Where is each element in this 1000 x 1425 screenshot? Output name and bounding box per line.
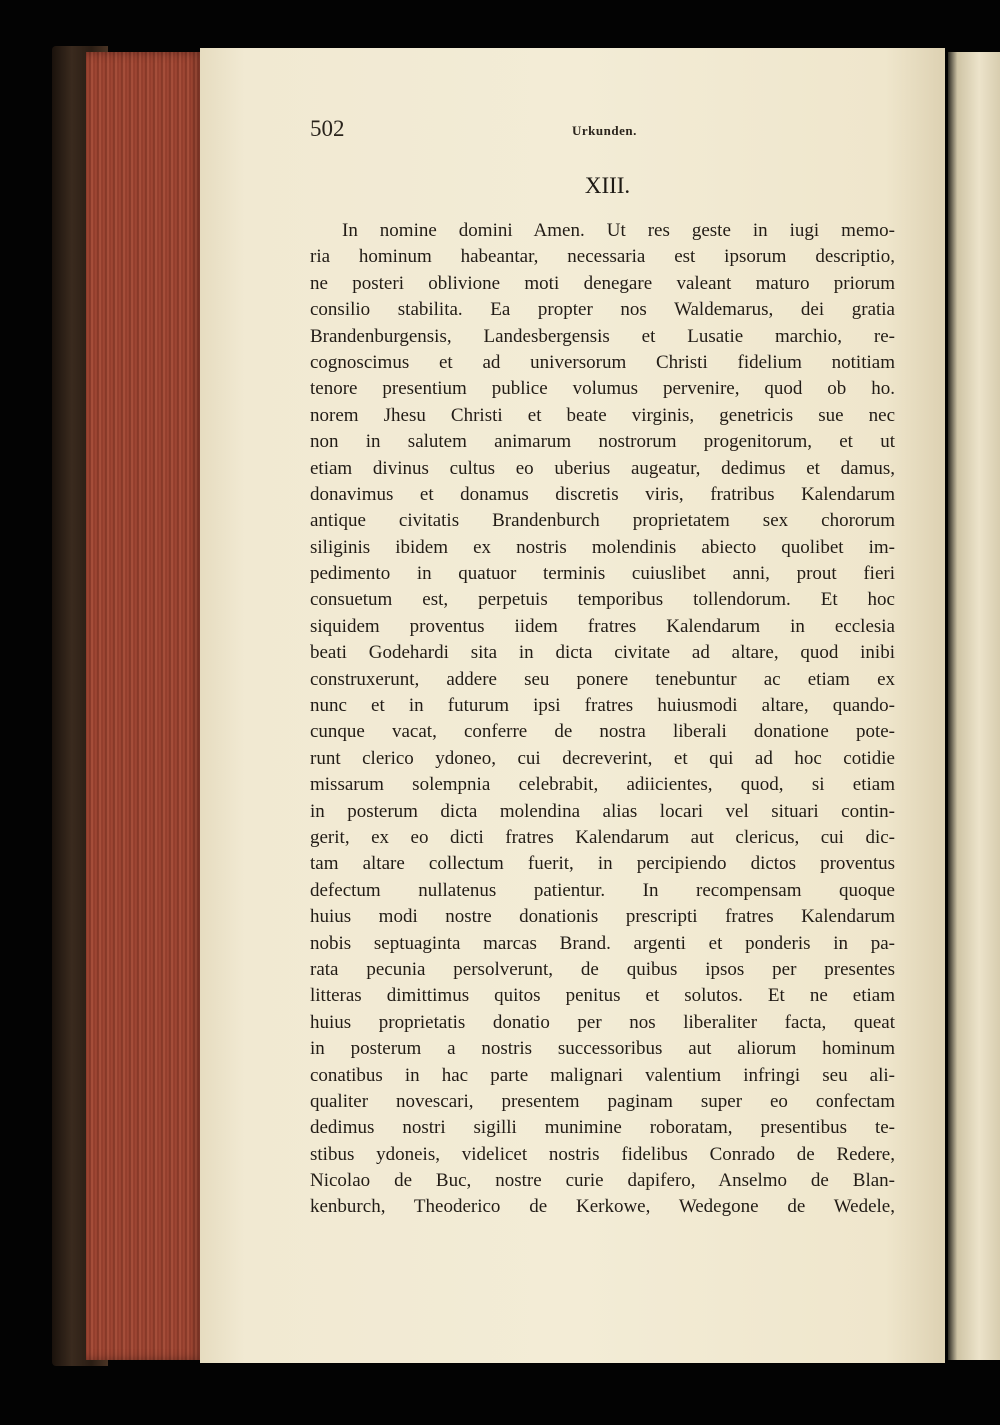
text-line: gerit, ex eo dicti fratres Kalendarum aut clericus, cui dic- [310, 826, 895, 848]
text-line: ria hominum habeantar, necessaria est ipsorum descriptio, [310, 246, 895, 268]
text-line: cunque vacat, conferre de nostra liberali donatione pote- [310, 721, 895, 743]
text-line: antique civitatis Brandenburch proprietatem sex chororum [310, 510, 895, 532]
text-line: tenore presentium publice volumus pervenire, quod ob ho. [310, 378, 895, 400]
text-line: Brandenburgensis, Landesbergensis et Lusatie marchio, re- [310, 325, 895, 347]
text-line: litteras dimittimus quitos penitus et solutos. Et ne etiam [310, 985, 895, 1007]
section-title-row [0, 173, 1000, 199]
text-line: norem Jhesu Christi et beate virginis, genetricis sue nec [310, 404, 895, 426]
text-line: missarum solempnia celebrabit, adiicientes, quod, si etiam [310, 774, 895, 796]
text-line: huius modi nostre donationis prescripti fratres Kalendarum [310, 906, 895, 928]
text-line: siliginis ibidem ex nostris molendinis abiecto quolibet im- [310, 536, 895, 558]
text-line: in posterum a nostris successoribus aut aliorum hominum [310, 1038, 895, 1060]
page-header [310, 116, 895, 146]
page-edges [86, 52, 204, 1360]
text-line: stibus ydoneis, videlicet nostris fidelibus Conrado de Redere, [310, 1143, 895, 1165]
section-title: XIII. [584, 173, 631, 198]
running-head: Urkunden. [572, 123, 637, 138]
text-line: qualiter novescari, presentem paginam super eo confectam [310, 1090, 895, 1112]
text-line: construxerunt, addere seu ponere tenebuntur ac etiam ex [310, 668, 895, 690]
text-line: rata pecunia persolverunt, de quibus ipsos per presentes [310, 958, 895, 980]
text-line: consuetum est, perpetuis temporibus tollendorum. Et hoc [310, 589, 895, 611]
text-line: tam altare collectum fuerit, in percipiendo dictos proventus [310, 853, 895, 875]
body-text [310, 218, 895, 1221]
text-line: conatibus in hac parte malignari valentium infringi seu ali- [310, 1064, 895, 1086]
text-line: defectum nullatenus patientur. In recompensam quoque [310, 879, 895, 901]
text-line: ne posteri oblivione moti denegare valeant maturo priorum [310, 272, 895, 294]
facing-page-edge [948, 52, 1000, 1360]
text-line: cognoscimus et ad universorum Christi fidelium notitiam [310, 351, 895, 373]
text-line: Nicolao de Buc, nostre curie dapifero, Anselmo de Blan- [310, 1170, 895, 1192]
text-line: donavimus et donamus discretis viris, fratribus Kalendarum [310, 483, 895, 505]
text-line: consilio stabilita. Ea propter nos Waldemarus, dei gratia [310, 299, 895, 321]
text-line: etiam divinus cultus eo uberius augeatur, dedimus et damus, [310, 457, 895, 479]
text-line: in posterum dicta molendina alias locari vel situari contin- [310, 800, 895, 822]
page-number: 502 [310, 116, 345, 141]
text-line: nunc et in futurum ipsi fratres huiusmodi altare, quando- [310, 695, 895, 717]
text-line: nobis septuaginta marcas Brand. argenti et ponderis in pa- [310, 932, 895, 954]
text-line: dedimus nostri sigilli munimine roboratam, presentibus te- [310, 1117, 895, 1139]
text-line: kenburch, Theoderico de Kerkowe, Wedegone de Wedele, [310, 1196, 895, 1218]
text-line: beati Godehardi sita in dicta civitate ad altare, quod inibi [310, 642, 895, 664]
text-line: pedimento in quatuor terminis cuiuslibet anni, prout fieri [310, 563, 895, 585]
text-line: siquidem proventus iidem fratres Kalendarum in ecclesia [310, 615, 895, 637]
text-line: non in salutem animarum nostrorum progenitorum, et ut [310, 431, 895, 453]
text-line: In nomine domini Amen. Ut res geste in iugi memo- [342, 220, 895, 241]
text-line: runt clerico ydoneo, cui decreverint, et qui ad hoc cotidie [310, 747, 895, 769]
text-line: huius proprietatis donatio per nos liberaliter facta, queat [310, 1011, 895, 1033]
